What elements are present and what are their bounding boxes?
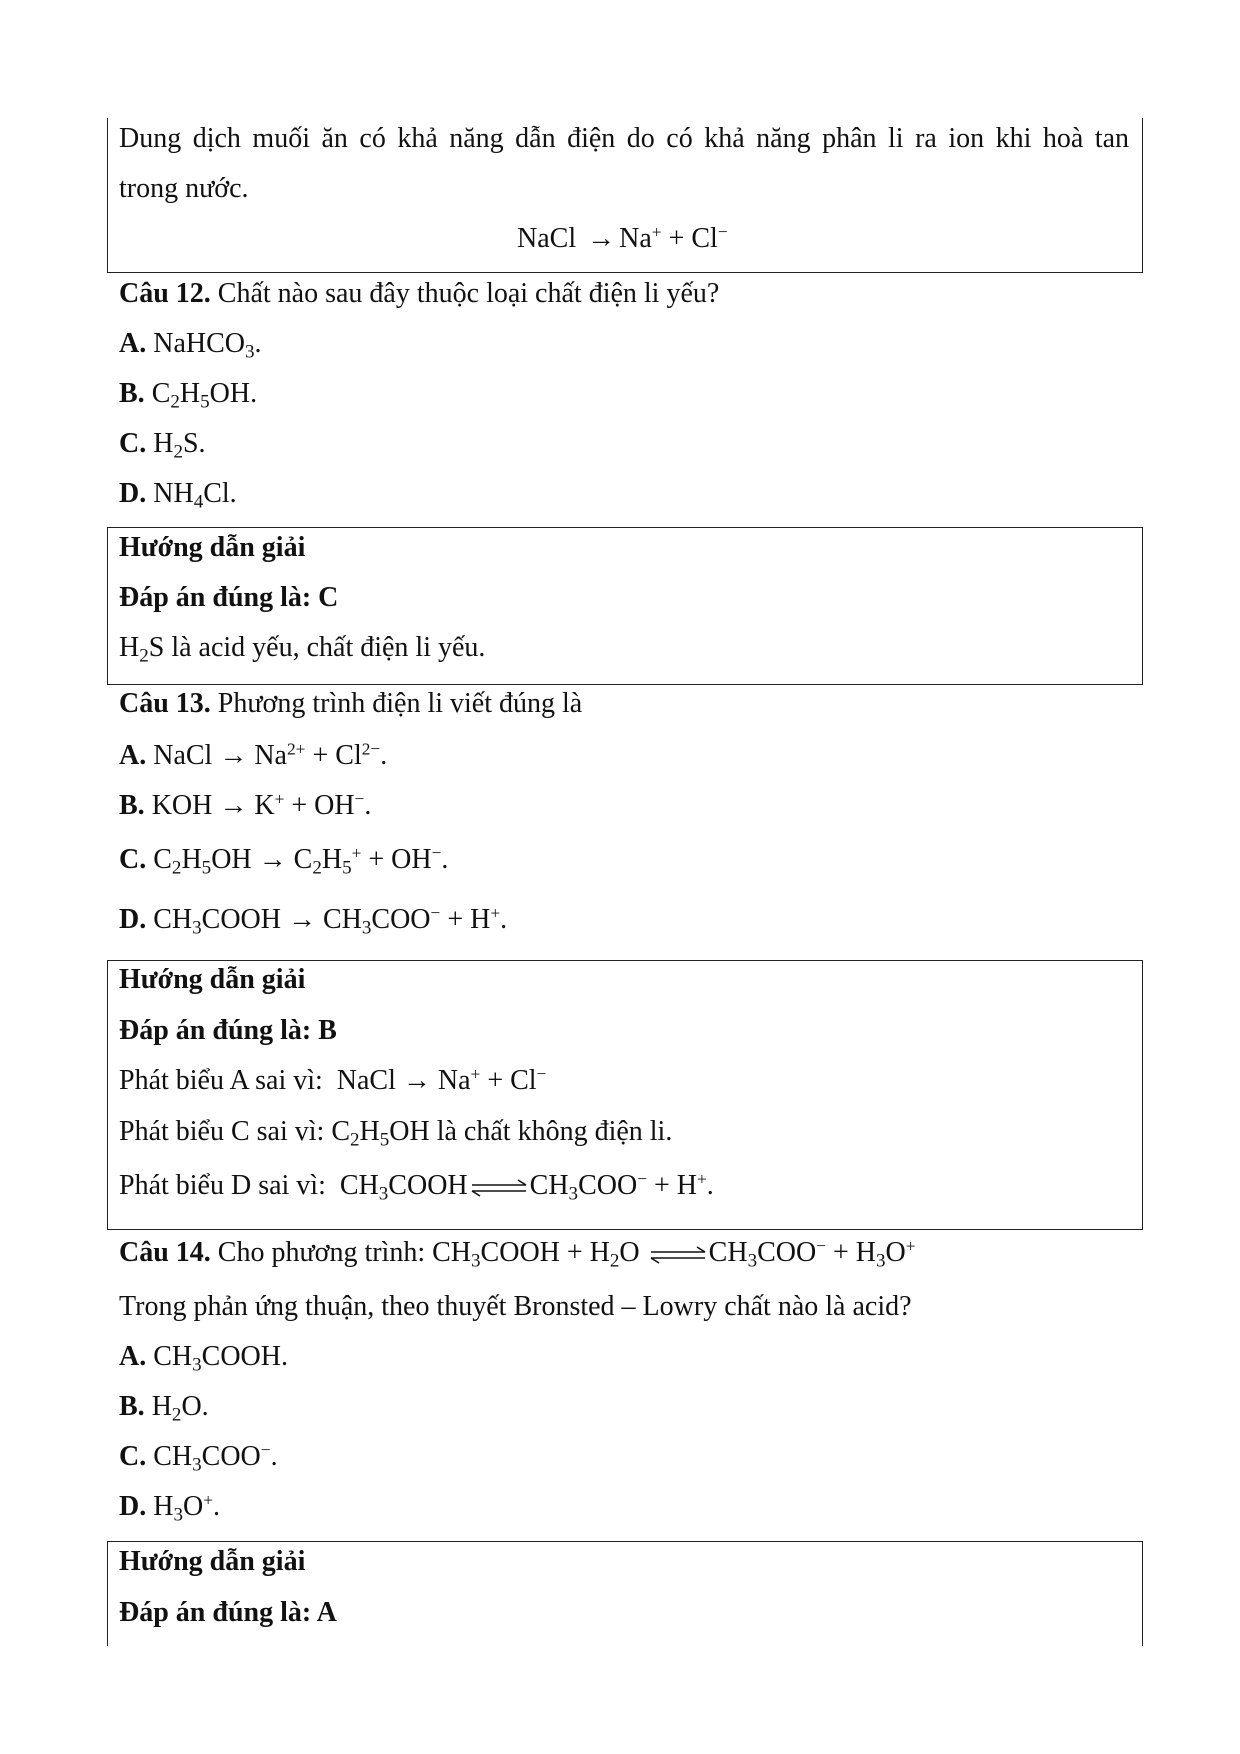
- formula: .: [500, 904, 508, 935]
- subscript: 2: [171, 1404, 182, 1426]
- solution-heading: Hướng dẫn giải: [119, 964, 306, 995]
- option-b[interactable]: [119, 1390, 209, 1424]
- charge: 2−: [361, 739, 381, 759]
- formula: O: [182, 1491, 204, 1522]
- formula: COOH + H: [480, 1237, 610, 1268]
- option-letter: C.: [119, 428, 147, 459]
- formula: .: [270, 1441, 278, 1472]
- formula: .: [364, 790, 372, 821]
- subscript: 3: [378, 1183, 389, 1205]
- option-letter: B.: [119, 790, 145, 821]
- formula: + OH: [361, 844, 432, 875]
- formula: + H: [646, 1170, 697, 1201]
- formula: OH.: [209, 378, 258, 409]
- charge: +: [905, 1236, 916, 1256]
- option-d[interactable]: [119, 903, 507, 937]
- formula: COO: [757, 1237, 817, 1268]
- option-d[interactable]: [119, 477, 237, 511]
- subscript: 3: [361, 917, 372, 939]
- solution-text-line: Dung dịch muối ăn có khả năng dẫn điện do có khả năng phân li ra ion khi hoà tan: [119, 123, 1129, 154]
- formula: C: [153, 844, 172, 875]
- subscript: 3: [471, 1250, 481, 1272]
- formula: H: [181, 844, 202, 875]
- question-text-line2: Trong phản ứng thuận, theo thuyết Bronsted – Lowry chất nào là acid?: [119, 1291, 912, 1322]
- formula: .: [706, 1170, 714, 1201]
- charge: −: [354, 789, 365, 809]
- option-letter: D.: [119, 1491, 147, 1522]
- question-13: [119, 687, 582, 721]
- solution-heading: Hướng dẫn giải: [119, 1546, 306, 1577]
- formula: KOH → K: [151, 790, 275, 821]
- charge: −: [431, 843, 442, 863]
- question-14: [119, 1236, 916, 1270]
- charge: −: [430, 903, 441, 923]
- subscript: 2: [171, 857, 182, 879]
- subscript: 2: [350, 1129, 360, 1151]
- charge: +: [203, 1490, 214, 1510]
- formula: NaCl → Na: [336, 1065, 471, 1096]
- formula: COOH: [388, 1170, 468, 1201]
- eq-product: Cl: [691, 223, 718, 254]
- subscript: 5: [200, 391, 210, 413]
- option-letter: D.: [119, 904, 147, 935]
- formula: + Cl: [480, 1065, 537, 1096]
- charge: +: [470, 1064, 481, 1084]
- explanation-text: OH là chất không điện li.: [389, 1116, 673, 1147]
- formula: OH → C: [211, 844, 313, 875]
- formula: H: [153, 428, 174, 459]
- question-label: Câu 14.: [119, 1237, 211, 1268]
- formula: CH: [153, 904, 193, 935]
- formula: NaHCO: [153, 328, 245, 359]
- formula: COO: [201, 1441, 261, 1472]
- solution-line-a: [119, 1064, 546, 1098]
- explanation-text: Phát biểu D sai vì:: [119, 1170, 333, 1201]
- option-b[interactable]: [119, 377, 257, 411]
- equilibrium-arrow-icon: [649, 1245, 707, 1265]
- formula: COO: [578, 1170, 638, 1201]
- charge: −: [536, 1064, 547, 1084]
- solution-heading: Hướng dẫn giải: [119, 532, 306, 563]
- option-letter: A.: [119, 740, 147, 771]
- subscript: 4: [193, 491, 204, 513]
- option-c[interactable]: [119, 1440, 278, 1474]
- subscript: 5: [201, 857, 212, 879]
- question-text: Cho phương trình:: [217, 1237, 433, 1268]
- subscript: 2: [170, 391, 180, 413]
- solution-line-d: [119, 1169, 714, 1203]
- formula: + H: [826, 1237, 877, 1268]
- formula: + Cl: [305, 740, 362, 771]
- option-d[interactable]: [119, 1490, 220, 1524]
- formula: S.: [182, 428, 206, 459]
- formula: H: [151, 1391, 172, 1422]
- charge: −: [816, 1236, 826, 1256]
- option-a[interactable]: [119, 327, 262, 361]
- arrow-icon: →: [587, 223, 616, 254]
- charge: +: [490, 903, 501, 923]
- option-letter: D.: [119, 478, 147, 509]
- subscript: 2: [173, 441, 183, 463]
- correct-answer: Đáp án đúng là: B: [119, 1015, 337, 1046]
- formula: + OH: [284, 790, 355, 821]
- subscript: 3: [192, 917, 202, 939]
- subscript: 3: [192, 1354, 202, 1376]
- formula: H: [119, 632, 140, 663]
- eq-lhs: NaCl: [517, 223, 577, 254]
- charge: +: [697, 1169, 707, 1189]
- subscript: 3: [747, 1250, 758, 1272]
- explanation-text: Phát biểu A sai vì:: [119, 1065, 330, 1096]
- formula: O: [885, 1237, 906, 1268]
- formula: H: [359, 1116, 380, 1147]
- formula: + H: [440, 904, 491, 935]
- formula: C: [331, 1116, 351, 1147]
- option-letter: C.: [119, 1441, 147, 1472]
- subscript: 3: [245, 341, 255, 363]
- subscript: 2: [312, 857, 322, 879]
- charge: −: [637, 1169, 647, 1189]
- charge: −: [717, 222, 728, 242]
- question-label: Câu 12.: [119, 278, 211, 309]
- question-12: [119, 277, 719, 311]
- eq-product: Na: [619, 223, 652, 254]
- explanation-text: Phát biểu C sai vì:: [119, 1116, 332, 1147]
- question-label: Câu 13.: [119, 688, 211, 719]
- option-letter: A.: [119, 328, 147, 359]
- formula: C: [151, 378, 171, 409]
- equilibrium-arrow-icon: [470, 1178, 528, 1198]
- option-letter: C.: [119, 844, 147, 875]
- formula: H: [321, 844, 343, 875]
- formula: CH: [529, 1170, 569, 1201]
- option-letter: B.: [119, 378, 145, 409]
- subscript: 3: [192, 1454, 202, 1476]
- formula: CH: [339, 1170, 379, 1201]
- subscript: 3: [568, 1183, 579, 1205]
- charge: 2+: [287, 739, 306, 759]
- formula: Cl.: [203, 478, 237, 509]
- formula: H: [153, 1491, 174, 1522]
- formula: COOH.: [201, 1341, 288, 1372]
- option-b[interactable]: [119, 789, 371, 823]
- option-letter: B.: [119, 1391, 145, 1422]
- charge: +: [274, 789, 285, 809]
- subscript: 5: [342, 857, 352, 879]
- charge: +: [351, 843, 362, 863]
- option-letter: A.: [119, 1341, 147, 1372]
- solution-line-c: [119, 1115, 672, 1149]
- question-text: Phương trình điện li viết đúng là: [217, 688, 583, 719]
- charge: −: [260, 1440, 271, 1460]
- subscript: 5: [379, 1129, 390, 1151]
- formula: .: [254, 328, 262, 359]
- subscript: 2: [609, 1250, 620, 1272]
- formula: .: [213, 1491, 221, 1522]
- explanation-text: S là acid yếu, chất điện li yếu.: [148, 632, 486, 663]
- option-c[interactable]: [119, 843, 448, 877]
- formula: COOH → CH: [201, 904, 362, 935]
- formula: CH: [708, 1237, 748, 1268]
- formula: CH: [432, 1237, 472, 1268]
- formula: O.: [181, 1391, 209, 1422]
- correct-answer: Đáp án đúng là: C: [119, 582, 339, 613]
- formula: COO: [371, 904, 431, 935]
- formula: NaCl → Na: [153, 740, 287, 771]
- solution-explanation: [119, 631, 485, 665]
- correct-answer: Đáp án đúng là: A: [119, 1597, 337, 1628]
- nacl-equation: [517, 222, 728, 256]
- solution-text-line: trong nước.: [119, 173, 249, 204]
- subscript: 3: [173, 1504, 183, 1526]
- charge: +: [651, 222, 662, 242]
- formula: CH: [153, 1441, 193, 1472]
- formula: .: [441, 844, 449, 875]
- formula: H: [179, 378, 201, 409]
- option-c[interactable]: [119, 427, 206, 461]
- question-text: Chất nào sau đây thuộc loại chất điện li yếu?: [217, 278, 720, 309]
- plus: +: [668, 223, 685, 254]
- formula: CH: [153, 1341, 193, 1372]
- option-a[interactable]: [119, 1340, 288, 1374]
- formula: O: [619, 1237, 640, 1268]
- option-a[interactable]: [119, 739, 387, 773]
- formula: NH: [153, 478, 194, 509]
- subscript: 3: [876, 1250, 886, 1272]
- subscript: 2: [139, 645, 149, 667]
- formula: .: [380, 740, 388, 771]
